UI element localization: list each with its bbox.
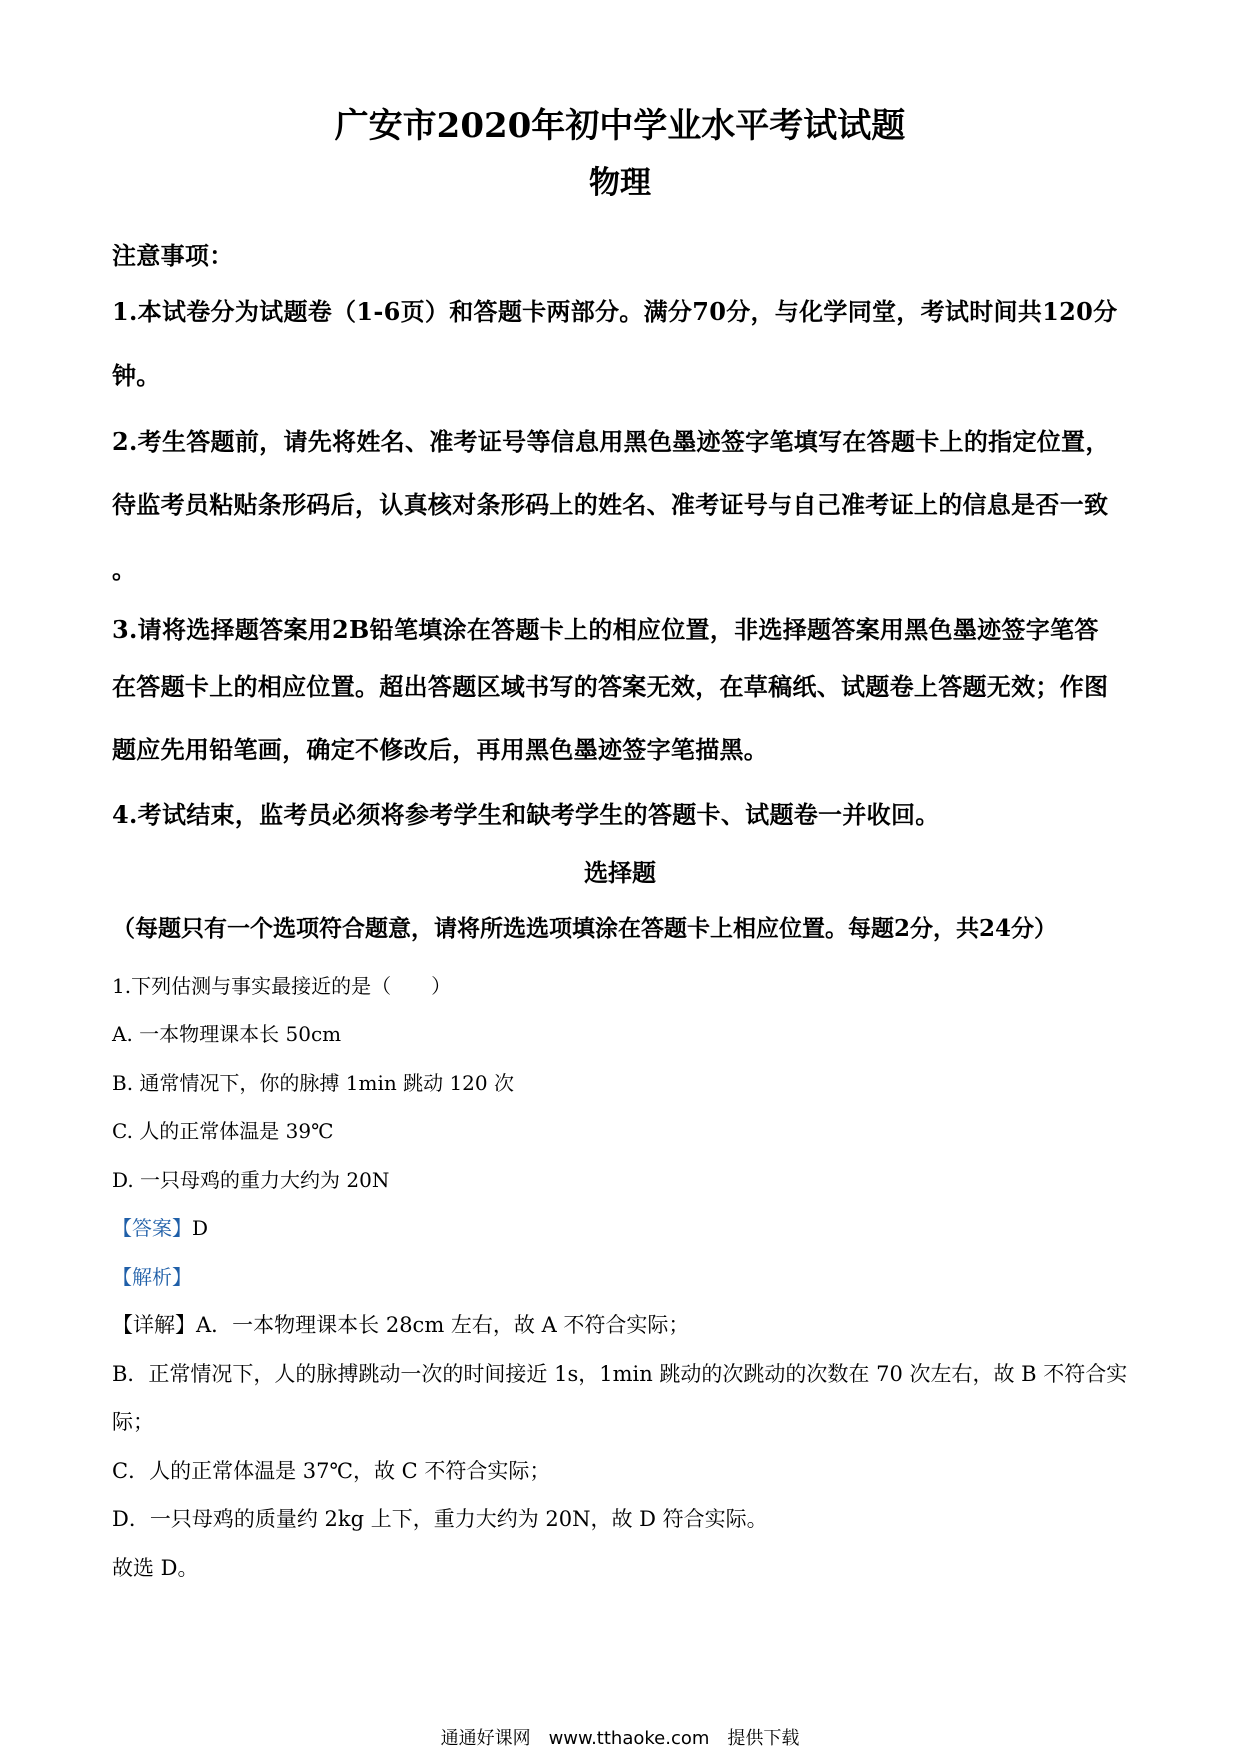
answer-tag: 【答案】 — [112, 1216, 192, 1240]
section-instruction: （每题只有一个选项符合题意，请将所选选项填涂在答题卡上相应位置。每题2分，共24分） — [112, 915, 1058, 942]
answer-value: D — [192, 1216, 209, 1240]
notice-line: 3.请将选择题答案用2B铅笔填涂在答题卡上的相应位置，非选择题答案用黑色墨迹签字笔答 — [112, 615, 1099, 644]
exam-title: 广安市2020年初中学业水平考试试题 — [334, 106, 906, 146]
notice-line: 1.本试卷分为试题卷（1-6页）和答题卡两部分。满分70分，与化学同堂，考试时间共120分 — [112, 297, 1118, 326]
question-stem: 1.下列估测与事实最接近的是（ ） — [112, 974, 452, 998]
detail-line: B．正常情况下，人的脉搏跳动一次的时间接近 1s，1min 跳动的次跳动的次数在 70 次左右，故 B 不符合实 — [112, 1362, 1128, 1386]
option-c: C. 人的正常体温是 39℃ — [112, 1119, 334, 1143]
section-title: 选择题 — [584, 858, 656, 887]
notice-line: 4.考试结束，监考员必须将参考学生和缺考学生的答题卡、试题卷一并收回。 — [112, 800, 940, 829]
notice-line: 待监考员粘贴条形码后，认真核对条形码上的姓名、准考证号与自己准考证上的信息是否一致 — [112, 490, 1109, 519]
notice-line: 在答题卡上的相应位置。超出答题区域书写的答案无效，在草稿纸、试题卷上答题无效；作图 — [112, 672, 1109, 701]
option-b: B. 通常情况下，你的脉搏 1min 跳动 120 次 — [112, 1071, 514, 1095]
option-a: A. 一本物理课本长 50cm — [112, 1022, 342, 1046]
option-d: D. 一只母鸡的重力大约为 20N — [112, 1168, 390, 1192]
detail-line: 【详解】A．一本物理课本长 28cm 左右，故 A 不符合实际； — [112, 1313, 690, 1337]
notice-line: 钟。 — [112, 361, 161, 390]
notice-line: 。 — [112, 555, 137, 584]
detail-line: 故选 D。 — [112, 1556, 199, 1580]
notice-line: 2.考生答题前，请先将姓名、准考证号等信息用黑色墨迹签字笔填写在答题卡上的指定位置， — [112, 427, 1110, 456]
detail-line: D．一只母鸡的质量约 2kg 上下，重力大约为 20N，故 D 符合实际。 — [112, 1507, 768, 1531]
notice-line: 题应先用铅笔画，确定不修改后，再用黑色墨迹签字笔描黑。 — [112, 735, 769, 764]
notice-heading: 注意事项： — [112, 241, 234, 270]
exam-subject: 物理 — [589, 165, 651, 201]
page-footer: 通通好课网 www.tthaoke.com 提供下载 — [440, 1728, 800, 1749]
detail-line: C．人的正常体温是 37℃，故 C 不符合实际； — [112, 1459, 551, 1483]
analysis-tag: 【解析】 — [112, 1265, 192, 1289]
answer-line — [112, 1212, 208, 1241]
detail-line: 际； — [112, 1410, 154, 1434]
